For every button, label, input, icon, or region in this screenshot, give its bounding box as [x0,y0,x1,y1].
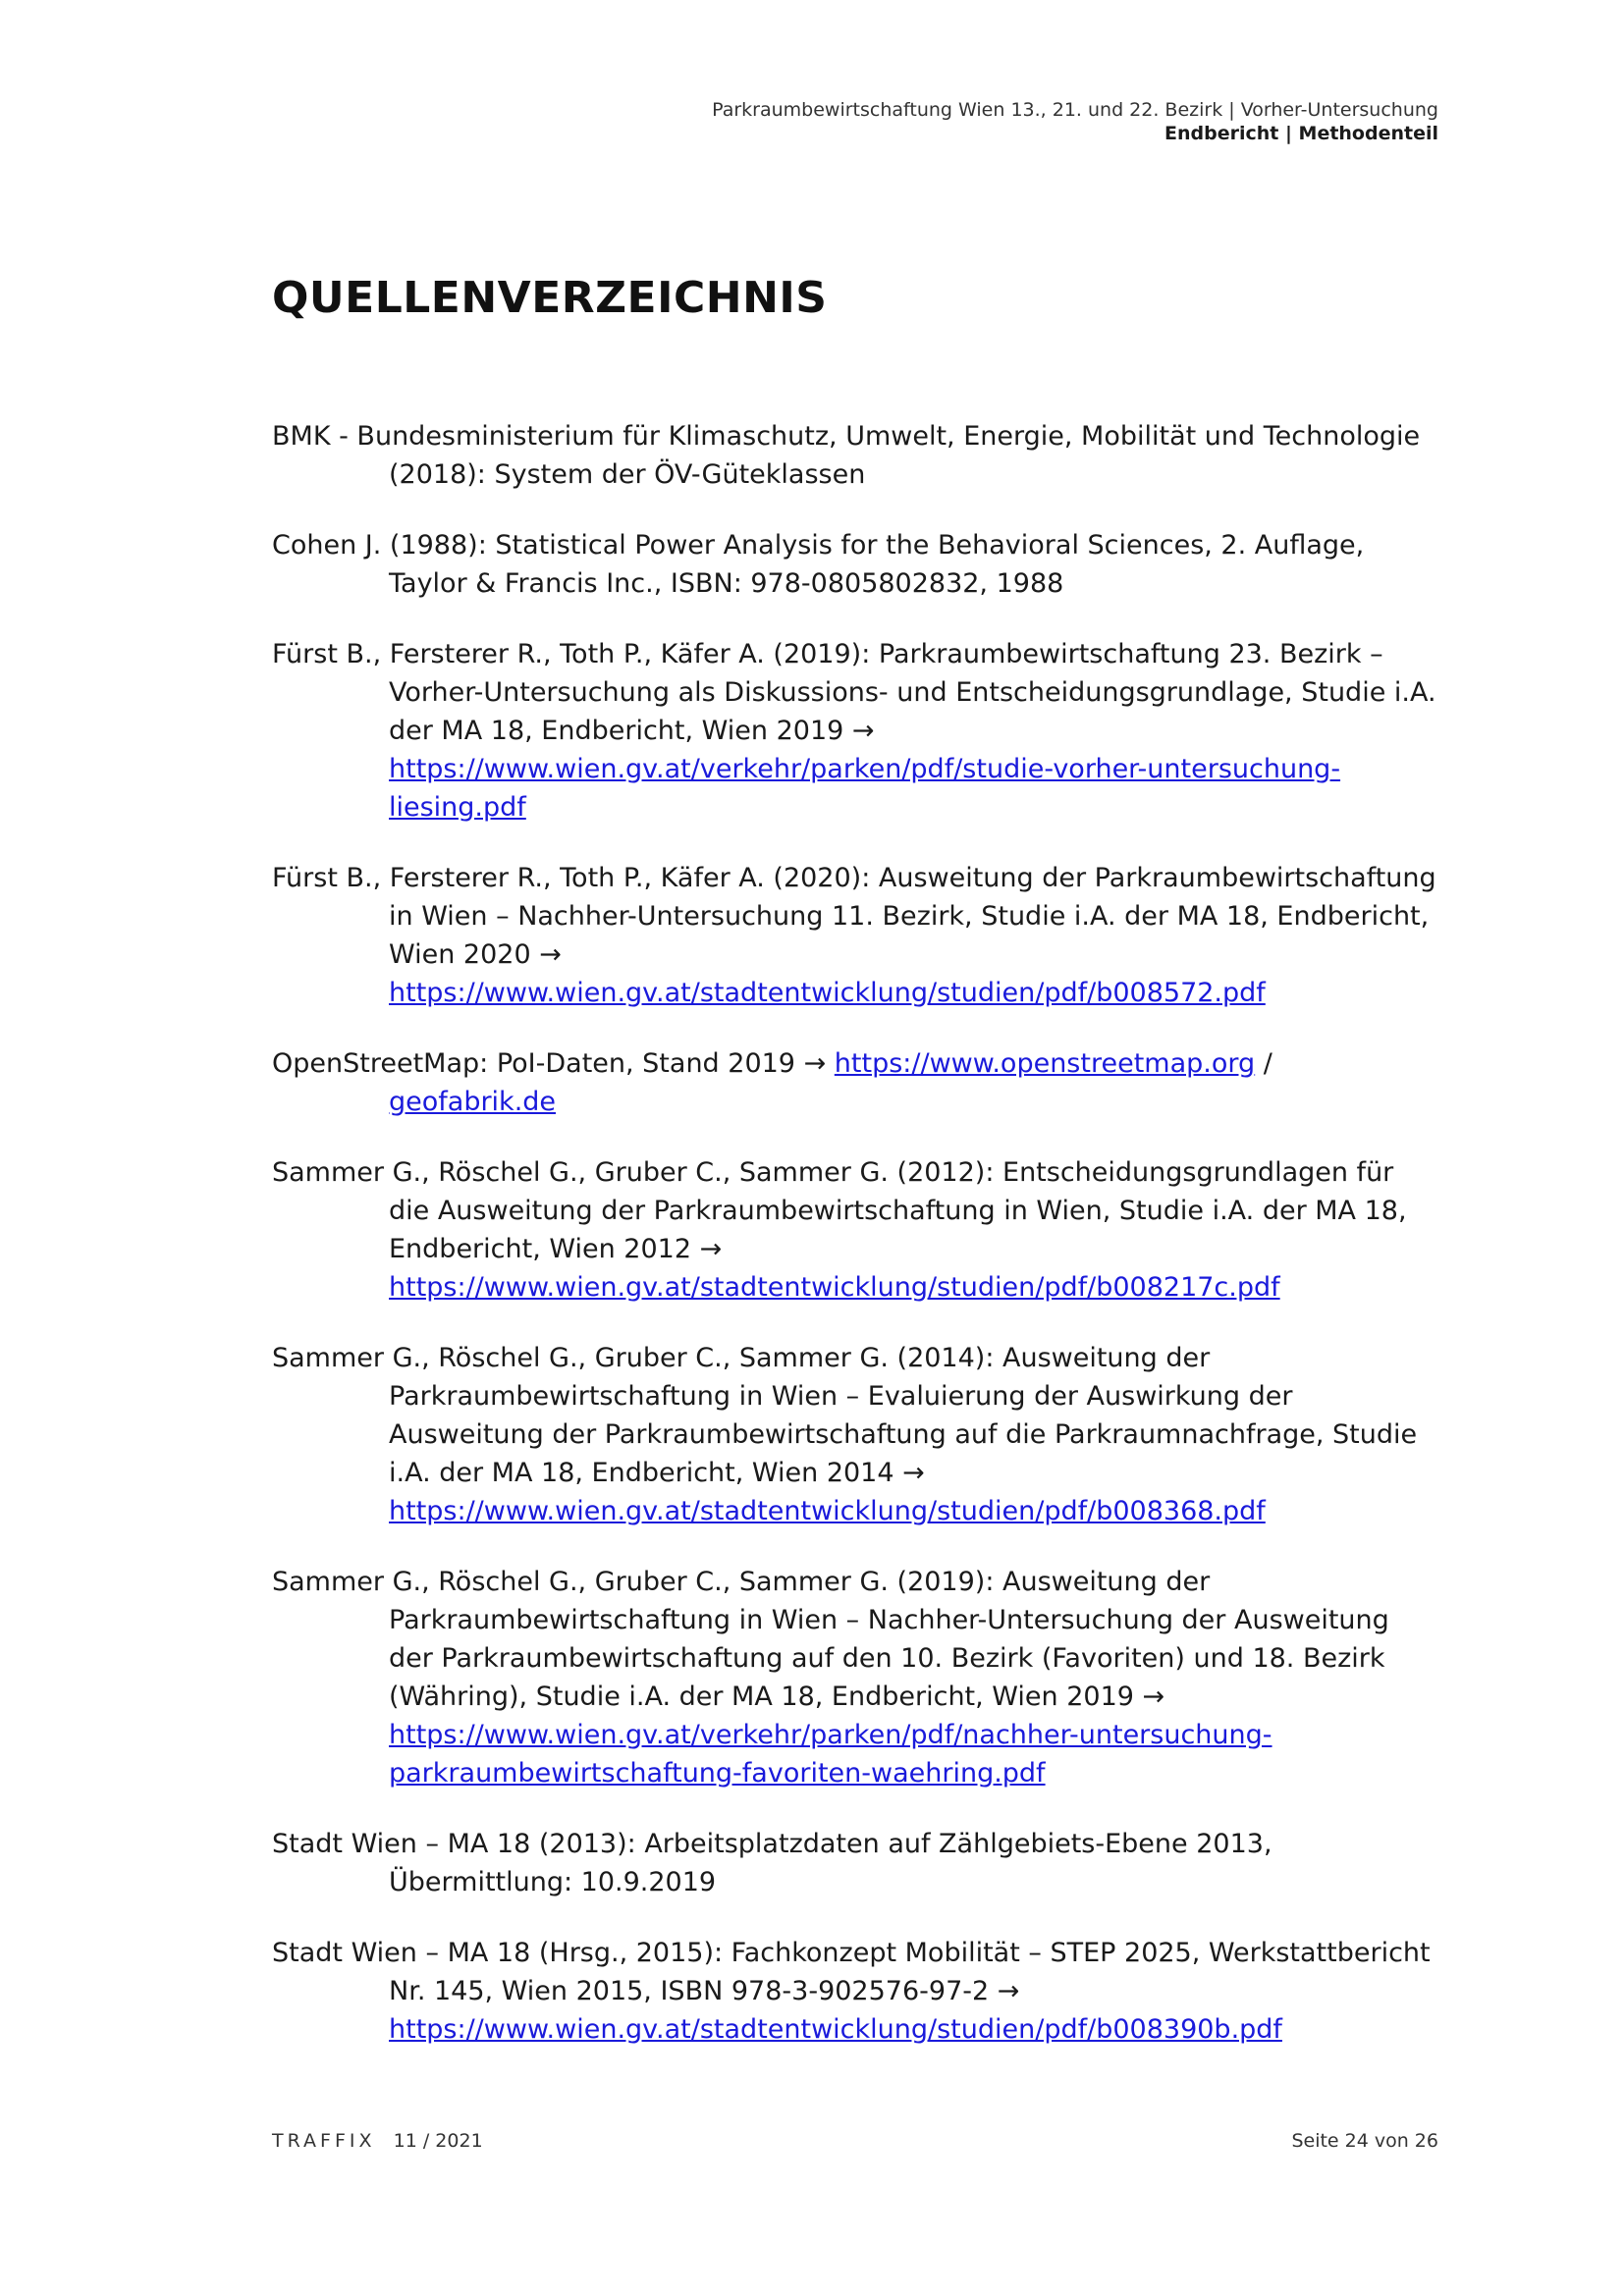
reference-item [272,859,1440,1012]
reference-item [272,1825,1440,1901]
page-header [712,98,1438,145]
link-separator: / [1263,1048,1272,1079]
reference-text: OpenStreetMap: PoI-Daten, Stand 2019 → [272,1048,827,1079]
reference-text: Sammer G., Röschel G., Gruber C., Sammer G. (2012): Entscheidungsgrundlagen für die Ausweitung der Parkraumbewirtschaftung in Wien, Studie i.A. der MA 18, Endbericht, Wien 2012 → [272,1157,1407,1264]
brand-name: TRAFFIX [272,2130,376,2152]
reference-link[interactable]: https://www.wien.gv.at/verkehr/parken/pdf/nachher-untersuchung-parkraumbewirtschaftung-favoriten-waehring.pdf [389,1720,1272,1789]
page-number: Seite 24 von 26 [1291,2130,1438,2152]
reference-text: Stadt Wien – MA 18 (Hrsg., 2015): Fachkonzept Mobilität – STEP 2025, Werkstattbericht Nr. 145, Wien 2015, ISBN 978-3-902576-97-2 → [272,1938,1431,2006]
reference-item [272,1044,1440,1121]
reference-text: Stadt Wien – MA 18 (2013): Arbeitsplatzdaten auf Zählgebiets-Ebene 2013, Übermittlung: 10.9.2019 [272,1829,1272,1897]
footer-date: 11 / 2021 [393,2130,483,2152]
reference-item [272,1339,1440,1530]
reference-item [272,635,1440,827]
reference-link[interactable]: https://www.wien.gv.at/stadtentwicklung/studien/pdf/b008368.pdf [389,1496,1266,1526]
reference-link[interactable]: https://www.wien.gv.at/verkehr/parken/pdf/studie-vorher-untersuchung-liesing.pdf [389,754,1341,823]
reference-item [272,1153,1440,1307]
reference-item [272,526,1440,603]
reference-text: Sammer G., Röschel G., Gruber C., Sammer G. (2019): Ausweitung der Parkraumbewirtschaftung in Wien – Nachher-Untersuchung der Ausweitung der Parkraumbewirtschaftung auf den 10. Bezirk (Favoriten) und 18. Bezirk (Währing), Studie i.A. der MA 18, Endbericht, Wien 2019 → [272,1567,1389,1712]
reference-link[interactable]: https://www.wien.gv.at/stadtentwicklung/studien/pdf/b008572.pdf [389,978,1266,1008]
reference-list [272,417,1440,2081]
reference-text: BMK - Bundesministerium für Klimaschutz, Umwelt, Energie, Mobilität und Technologie (2018): System der ÖV-Güteklassen [272,421,1421,490]
header-subtitle: Endbericht | Methodenteil [1164,123,1438,144]
footer-left [272,2130,483,2152]
reference-text: Fürst B., Fersterer R., Toth P., Käfer A. (2019): Parkraumbewirtschaftung 23. Bezirk – Vorher-Untersuchung als Diskussions- und Entscheidungsgrundlage, Studie i.A. der MA 18, Endbericht, Wien 2019 → [272,639,1436,746]
reference-link[interactable]: https://www.wien.gv.at/stadtentwicklung/studien/pdf/b008390b.pdf [389,2014,1282,2045]
header-title: Parkraumbewirtschaftung Wien 13., 21. und 22. Bezirk | Vorher-Untersuchung [712,99,1438,121]
reference-link[interactable]: https://www.openstreetmap.org [834,1048,1256,1079]
reference-text: Cohen J. (1988): Statistical Power Analysis for the Behavioral Sciences, 2. Auflage, Taylor & Francis Inc., ISBN: 978-0805802832, 1988 [272,530,1365,599]
page-title: QUELLENVERZEICHNIS [272,273,828,323]
reference-link[interactable]: https://www.wien.gv.at/stadtentwicklung/studien/pdf/b008217c.pdf [389,1272,1280,1303]
reference-item [272,1934,1440,2049]
reference-item [272,1563,1440,1792]
reference-text: Sammer G., Röschel G., Gruber C., Sammer G. (2014): Ausweitung der Parkraumbewirtschaftung in Wien – Evaluierung der Auswirkung der Ausweitung der Parkraumbewirtschaftung auf die Parkraumnachfrage, Studie i.A. der MA 18, Endbericht, Wien 2014 → [272,1343,1418,1488]
reference-item [272,417,1440,494]
page-footer [272,2130,1438,2152]
reference-link-secondary[interactable]: geofabrik.de [389,1087,557,1117]
reference-text: Fürst B., Fersterer R., Toth P., Käfer A. (2020): Ausweitung der Parkraumbewirtschaftung in Wien – Nachher-Untersuchung 11. Bezirk, Studie i.A. der MA 18, Endbericht, Wien 2020 → [272,863,1436,970]
